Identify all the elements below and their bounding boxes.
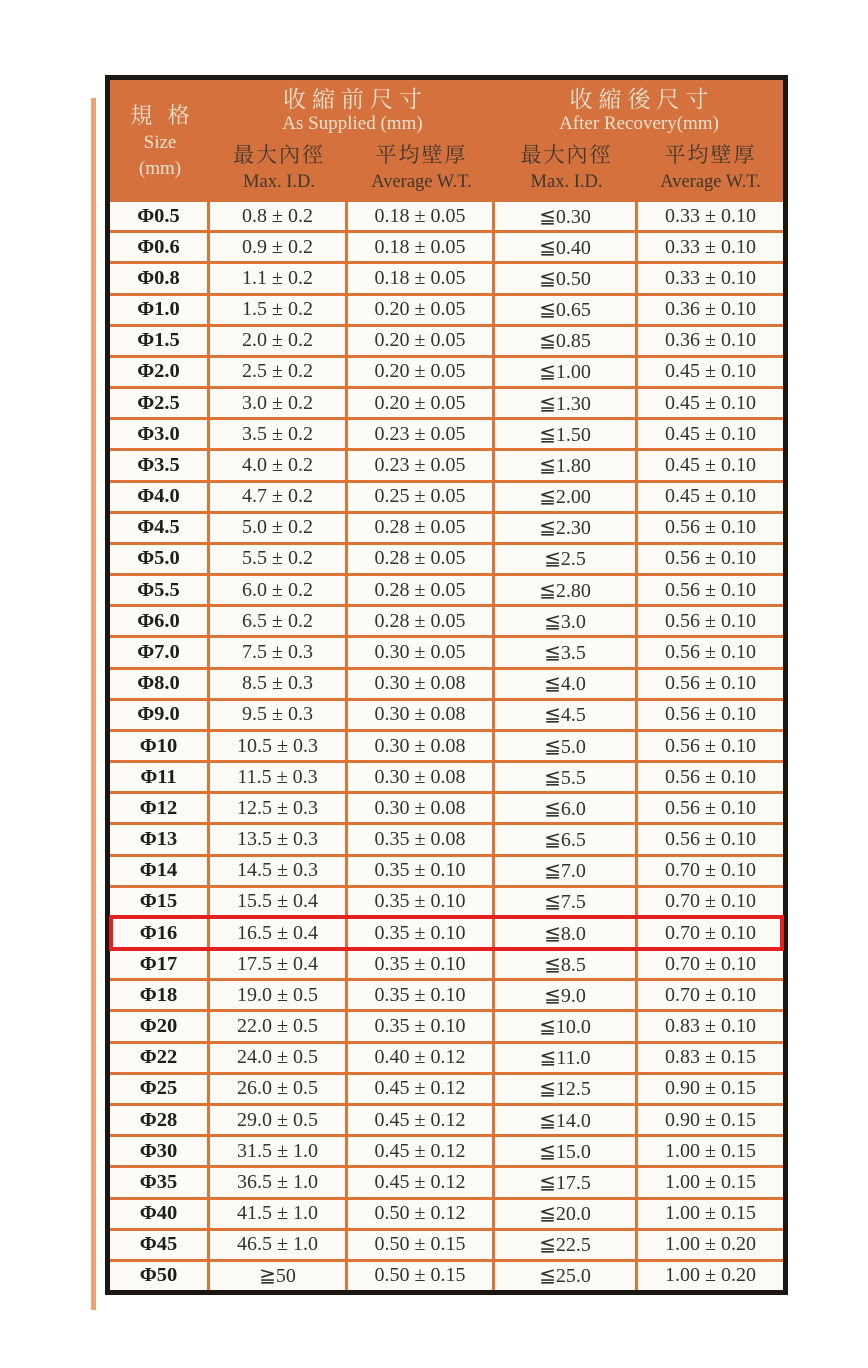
cell-supplied-max-id: 11.5 ± 0.3	[210, 763, 348, 791]
cell-size: Φ1.5	[110, 327, 210, 355]
cell-supplied-avg-wt: 0.30 ± 0.08	[348, 763, 495, 791]
table-row	[110, 389, 783, 420]
cell-supplied-avg-wt: 0.45 ± 0.12	[348, 1168, 495, 1196]
cell-supplied-max-id: 22.0 ± 0.5	[210, 1012, 348, 1040]
cell-recovery-max-id: ≦11.0	[495, 1044, 638, 1072]
cell-supplied-max-id: ≧50	[210, 1262, 348, 1290]
cell-size: Φ17	[110, 950, 210, 978]
cell-supplied-avg-wt: 0.28 ± 0.05	[348, 514, 495, 542]
cell-supplied-avg-wt: 0.35 ± 0.10	[348, 981, 495, 1009]
table-row	[110, 1044, 783, 1075]
cell-recovery-avg-wt: 0.83 ± 0.15	[665, 1046, 756, 1069]
table-row	[110, 950, 783, 981]
header-group-after-recovery	[495, 80, 783, 136]
cell-supplied-max-id: 10.5 ± 0.3	[210, 732, 348, 760]
cell-supplied-avg-wt: 0.45 ± 0.12	[348, 1075, 495, 1103]
cell-supplied-avg-wt: 0.40 ± 0.12	[348, 1044, 495, 1072]
cell-supplied-max-id: 0.8 ± 0.2	[210, 202, 348, 230]
cell-recovery-max-id: ≦14.0	[495, 1106, 638, 1134]
cell-recovery-avg-wt: 0.90 ± 0.15	[665, 1108, 756, 1131]
header-group-as-supplied-en: As Supplied (mm)	[282, 113, 423, 135]
cell-size: Φ5.5	[110, 576, 210, 604]
subheader-recovery-avg-wt-en: Average W.T.	[660, 172, 761, 192]
cell-size: Φ0.5	[110, 202, 210, 230]
cell-supplied-avg-wt: 0.23 ± 0.05	[348, 420, 495, 448]
cell-supplied-avg-wt: 0.35 ± 0.08	[348, 825, 495, 853]
cell-recovery-avg-wt: 0.56 ± 0.10	[665, 796, 756, 819]
table-row	[110, 607, 783, 638]
page-edge-strip	[91, 98, 96, 1310]
cell-supplied-avg-wt: 0.18 ± 0.05	[348, 202, 495, 230]
table-row	[110, 451, 783, 482]
cell-recovery-max-id: ≦5.5	[495, 763, 638, 791]
cell-supplied-avg-wt: 0.20 ± 0.05	[348, 327, 495, 355]
cell-supplied-max-id: 0.9 ± 0.2	[210, 233, 348, 261]
cell-size: Φ25	[110, 1075, 210, 1103]
table-row	[110, 264, 783, 295]
cell-recovery-avg-wt: 0.56 ± 0.10	[665, 703, 756, 726]
cell-recovery-max-id: ≦0.50	[495, 264, 638, 292]
cell-recovery-avg-wt: 0.70 ± 0.10	[665, 890, 756, 913]
cell-size: Φ45	[110, 1231, 210, 1259]
cell-supplied-avg-wt: 0.30 ± 0.08	[348, 794, 495, 822]
header-size-en: Size	[143, 132, 177, 154]
cell-size: Φ5.0	[110, 545, 210, 573]
cell-recovery-avg-wt: 0.33 ± 0.10	[665, 204, 756, 227]
cell-recovery-max-id: ≦3.5	[495, 638, 638, 666]
cell-size: Φ2.5	[110, 389, 210, 417]
cell-recovery-avg-wt: 0.83 ± 0.10	[665, 1015, 756, 1038]
cell-size: Φ0.6	[110, 233, 210, 261]
header-group-after-recovery-zh: 收縮後尺寸	[569, 86, 715, 112]
cell-size: Φ12	[110, 794, 210, 822]
cell-size: Φ3.0	[110, 420, 210, 448]
cell-recovery-avg-wt: 0.45 ± 0.10	[665, 391, 756, 414]
table-row	[110, 358, 783, 389]
cell-recovery-max-id: ≦2.30	[495, 514, 638, 542]
cell-size: Φ8.0	[110, 670, 210, 698]
table-row	[110, 732, 783, 763]
cell-size: Φ0.8	[110, 264, 210, 292]
subheader-recovery-avg-wt-zh: 平均壁厚	[664, 143, 757, 167]
cell-recovery-avg-wt: 0.45 ± 0.10	[665, 360, 756, 383]
cell-recovery-max-id: ≦9.0	[495, 981, 638, 1009]
table-row	[110, 981, 783, 1012]
cell-supplied-avg-wt: 0.50 ± 0.15	[348, 1231, 495, 1259]
table-row	[110, 638, 783, 669]
table-row	[110, 420, 783, 451]
cell-supplied-avg-wt: 0.20 ± 0.05	[348, 358, 495, 386]
cell-supplied-max-id: 13.5 ± 0.3	[210, 825, 348, 853]
cell-supplied-max-id: 6.0 ± 0.2	[210, 576, 348, 604]
cell-recovery-avg-wt: 0.56 ± 0.10	[665, 516, 756, 539]
cell-supplied-max-id: 3.5 ± 0.2	[210, 420, 348, 448]
cell-supplied-max-id: 6.5 ± 0.2	[210, 607, 348, 635]
cell-size: Φ11	[110, 763, 210, 791]
cell-recovery-max-id: ≦0.65	[495, 296, 638, 324]
cell-size: Φ9.0	[110, 701, 210, 729]
cell-recovery-max-id: ≦3.0	[495, 607, 638, 635]
cell-recovery-avg-wt: 0.90 ± 0.15	[665, 1077, 756, 1100]
table-row	[110, 888, 783, 919]
spec-table	[105, 75, 788, 1295]
cell-supplied-avg-wt: 0.23 ± 0.05	[348, 451, 495, 479]
table-row	[110, 483, 783, 514]
cell-recovery-max-id: ≦0.30	[495, 202, 638, 230]
cell-supplied-max-id: 46.5 ± 1.0	[210, 1231, 348, 1259]
header-size-unit: (mm)	[138, 157, 182, 179]
table-row	[110, 1200, 783, 1231]
subheader-supplied-max-id-en: Max. I.D.	[243, 172, 315, 192]
cell-recovery-avg-wt: 0.56 ± 0.10	[665, 547, 756, 570]
cell-recovery-avg-wt: 0.36 ± 0.10	[665, 298, 756, 321]
cell-size: Φ28	[110, 1106, 210, 1134]
cell-size: Φ2.0	[110, 358, 210, 386]
cell-recovery-avg-wt: 1.00 ± 0.15	[665, 1139, 756, 1162]
cell-size: Φ3.5	[110, 451, 210, 479]
cell-supplied-max-id: 16.5 ± 0.4	[210, 919, 348, 947]
cell-size: Φ15	[110, 888, 210, 916]
cell-supplied-max-id: 8.5 ± 0.3	[210, 670, 348, 698]
cell-recovery-avg-wt: 0.45 ± 0.10	[665, 422, 756, 445]
cell-recovery-max-id: ≦6.0	[495, 794, 638, 822]
cell-supplied-avg-wt: 0.30 ± 0.08	[348, 670, 495, 698]
table-row	[110, 1262, 783, 1290]
header-group-as-supplied	[210, 80, 495, 136]
cell-size: Φ10	[110, 732, 210, 760]
table-row	[110, 296, 783, 327]
cell-supplied-max-id: 1.5 ± 0.2	[210, 296, 348, 324]
cell-supplied-avg-wt: 0.25 ± 0.05	[348, 483, 495, 511]
cell-size: Φ14	[110, 857, 210, 885]
cell-supplied-max-id: 5.0 ± 0.2	[210, 514, 348, 542]
cell-recovery-max-id: ≦6.5	[495, 825, 638, 853]
subheader-recovery-max-id-zh: 最大內徑	[520, 143, 613, 167]
table-row	[110, 825, 783, 856]
cell-recovery-avg-wt: 0.56 ± 0.10	[665, 734, 756, 757]
cell-supplied-max-id: 7.5 ± 0.3	[210, 638, 348, 666]
cell-size: Φ22	[110, 1044, 210, 1072]
cell-supplied-avg-wt: 0.30 ± 0.08	[348, 732, 495, 760]
cell-supplied-avg-wt: 0.28 ± 0.05	[348, 576, 495, 604]
cell-supplied-avg-wt: 0.35 ± 0.10	[348, 919, 495, 947]
cell-supplied-max-id: 2.0 ± 0.2	[210, 327, 348, 355]
table-header	[110, 80, 783, 202]
header-group-as-supplied-zh: 收縮前尺寸	[283, 86, 428, 112]
cell-size: Φ1.0	[110, 296, 210, 324]
cell-recovery-max-id: ≦17.5	[495, 1168, 638, 1196]
cell-size: Φ35	[110, 1168, 210, 1196]
cell-recovery-max-id: ≦22.5	[495, 1231, 638, 1259]
cell-recovery-max-id: ≦1.00	[495, 358, 638, 386]
cell-supplied-avg-wt: 0.18 ± 0.05	[348, 264, 495, 292]
cell-supplied-max-id: 4.0 ± 0.2	[210, 451, 348, 479]
cell-recovery-max-id: ≦2.80	[495, 576, 638, 604]
cell-recovery-max-id: ≦2.5	[495, 545, 638, 573]
cell-supplied-avg-wt: 0.28 ± 0.05	[348, 545, 495, 573]
cell-supplied-max-id: 9.5 ± 0.3	[210, 701, 348, 729]
cell-size: Φ4.0	[110, 483, 210, 511]
cell-size: Φ4.5	[110, 514, 210, 542]
cell-recovery-max-id: ≦10.0	[495, 1012, 638, 1040]
cell-supplied-max-id: 3.0 ± 0.2	[210, 389, 348, 417]
cell-supplied-avg-wt: 0.28 ± 0.05	[348, 607, 495, 635]
cell-supplied-avg-wt: 0.45 ± 0.12	[348, 1106, 495, 1134]
table-row	[110, 1106, 783, 1137]
cell-size: Φ18	[110, 981, 210, 1009]
cell-supplied-max-id: 17.5 ± 0.4	[210, 950, 348, 978]
subheader-supplied-max-id-zh: 最大內徑	[233, 143, 325, 167]
cell-supplied-avg-wt: 0.50 ± 0.15	[348, 1262, 495, 1290]
cell-recovery-avg-wt: 0.45 ± 0.10	[665, 453, 756, 476]
cell-supplied-max-id: 14.5 ± 0.3	[210, 857, 348, 885]
cell-recovery-max-id: ≦7.5	[495, 888, 638, 916]
cell-supplied-avg-wt: 0.30 ± 0.08	[348, 701, 495, 729]
table-row	[110, 545, 783, 576]
subheader-recovery-max-id-en: Max. I.D.	[530, 172, 603, 192]
table-row	[110, 1231, 783, 1262]
cell-supplied-max-id: 36.5 ± 1.0	[210, 1168, 348, 1196]
cell-size: Φ30	[110, 1137, 210, 1165]
cell-recovery-max-id: ≦1.30	[495, 389, 638, 417]
cell-recovery-max-id: ≦8.5	[495, 950, 638, 978]
table-row	[110, 919, 783, 950]
cell-recovery-avg-wt: 0.45 ± 0.10	[665, 485, 756, 508]
cell-recovery-max-id: ≦25.0	[495, 1262, 638, 1290]
cell-recovery-max-id: ≦1.80	[495, 451, 638, 479]
cell-supplied-avg-wt: 0.35 ± 0.10	[348, 857, 495, 885]
cell-supplied-max-id: 1.1 ± 0.2	[210, 264, 348, 292]
cell-size: Φ7.0	[110, 638, 210, 666]
cell-supplied-max-id: 29.0 ± 0.5	[210, 1106, 348, 1134]
cell-recovery-avg-wt: 0.56 ± 0.10	[665, 640, 756, 663]
cell-size: Φ50	[110, 1262, 210, 1290]
cell-supplied-max-id: 19.0 ± 0.5	[210, 981, 348, 1009]
cell-supplied-max-id: 26.0 ± 0.5	[210, 1075, 348, 1103]
cell-supplied-max-id: 24.0 ± 0.5	[210, 1044, 348, 1072]
cell-size: Φ16	[110, 919, 210, 947]
cell-recovery-avg-wt: 1.00 ± 0.15	[665, 1202, 756, 1225]
table-row	[110, 763, 783, 794]
cell-recovery-avg-wt: 1.00 ± 0.20	[665, 1233, 756, 1256]
cell-supplied-avg-wt: 0.35 ± 0.10	[348, 888, 495, 916]
header-size	[110, 80, 210, 202]
cell-recovery-avg-wt: 1.00 ± 0.20	[665, 1264, 756, 1287]
cell-recovery-max-id: ≦1.50	[495, 420, 638, 448]
table-row	[110, 576, 783, 607]
table-row	[110, 1137, 783, 1168]
cell-recovery-avg-wt: 0.70 ± 0.10	[665, 859, 756, 882]
cell-size: Φ13	[110, 825, 210, 853]
cell-recovery-avg-wt: 0.56 ± 0.10	[665, 672, 756, 695]
cell-recovery-max-id: ≦4.5	[495, 701, 638, 729]
cell-size: Φ20	[110, 1012, 210, 1040]
cell-recovery-avg-wt: 0.70 ± 0.10	[665, 952, 756, 975]
cell-recovery-avg-wt: 0.56 ± 0.10	[665, 578, 756, 601]
header-size-zh: 規 格	[130, 102, 195, 128]
subheader-supplied-avg-wt-en: Average W.T.	[371, 172, 472, 192]
table-row	[110, 670, 783, 701]
table-row	[110, 514, 783, 545]
cell-recovery-max-id: ≦5.0	[495, 732, 638, 760]
cell-supplied-avg-wt: 0.50 ± 0.12	[348, 1200, 495, 1228]
cell-recovery-avg-wt: 0.70 ± 0.10	[665, 983, 756, 1006]
cell-recovery-max-id: ≦8.0	[495, 919, 638, 947]
table-row	[110, 327, 783, 358]
cell-recovery-avg-wt: 0.33 ± 0.10	[665, 266, 756, 289]
cell-recovery-avg-wt: 0.56 ± 0.10	[665, 609, 756, 632]
cell-supplied-max-id: 31.5 ± 1.0	[210, 1137, 348, 1165]
cell-supplied-max-id: 12.5 ± 0.3	[210, 794, 348, 822]
cell-recovery-max-id: ≦7.0	[495, 857, 638, 885]
cell-supplied-avg-wt: 0.45 ± 0.12	[348, 1137, 495, 1165]
cell-supplied-max-id: 41.5 ± 1.0	[210, 1200, 348, 1228]
cell-size: Φ6.0	[110, 607, 210, 635]
cell-supplied-max-id: 2.5 ± 0.2	[210, 358, 348, 386]
cell-recovery-max-id: ≦15.0	[495, 1137, 638, 1165]
cell-recovery-max-id: ≦4.0	[495, 670, 638, 698]
table-body	[110, 202, 783, 1290]
cell-supplied-avg-wt: 0.35 ± 0.10	[348, 1012, 495, 1040]
table-row	[110, 857, 783, 888]
cell-recovery-avg-wt: 0.70 ± 0.10	[665, 921, 756, 944]
cell-recovery-avg-wt: 0.56 ± 0.10	[665, 765, 756, 788]
table-row	[110, 1075, 783, 1106]
cell-recovery-avg-wt: 0.33 ± 0.10	[665, 235, 756, 258]
cell-size: Φ40	[110, 1200, 210, 1228]
table-row	[110, 202, 783, 233]
cell-recovery-avg-wt: 0.56 ± 0.10	[665, 828, 756, 851]
cell-recovery-max-id: ≦12.5	[495, 1075, 638, 1103]
table-row	[110, 1168, 783, 1199]
table-row	[110, 1012, 783, 1043]
cell-supplied-avg-wt: 0.20 ± 0.05	[348, 296, 495, 324]
cell-supplied-avg-wt: 0.20 ± 0.05	[348, 389, 495, 417]
cell-supplied-max-id: 15.5 ± 0.4	[210, 888, 348, 916]
cell-recovery-max-id: ≦0.40	[495, 233, 638, 261]
cell-recovery-max-id: ≦2.00	[495, 483, 638, 511]
cell-supplied-avg-wt: 0.35 ± 0.10	[348, 950, 495, 978]
table-row	[110, 701, 783, 732]
cell-recovery-max-id: ≦0.85	[495, 327, 638, 355]
header-group-after-recovery-en: After Recovery(mm)	[559, 113, 719, 135]
cell-supplied-max-id: 4.7 ± 0.2	[210, 483, 348, 511]
subheader-supplied-avg-wt-zh: 平均壁厚	[375, 143, 468, 167]
cell-supplied-avg-wt: 0.30 ± 0.05	[348, 638, 495, 666]
cell-recovery-avg-wt: 1.00 ± 0.15	[665, 1170, 756, 1193]
cell-supplied-avg-wt: 0.18 ± 0.05	[348, 233, 495, 261]
cell-supplied-max-id: 5.5 ± 0.2	[210, 545, 348, 573]
table-row	[110, 794, 783, 825]
cell-recovery-max-id: ≦20.0	[495, 1200, 638, 1228]
cell-recovery-avg-wt: 0.36 ± 0.10	[665, 329, 756, 352]
table-row	[110, 233, 783, 264]
